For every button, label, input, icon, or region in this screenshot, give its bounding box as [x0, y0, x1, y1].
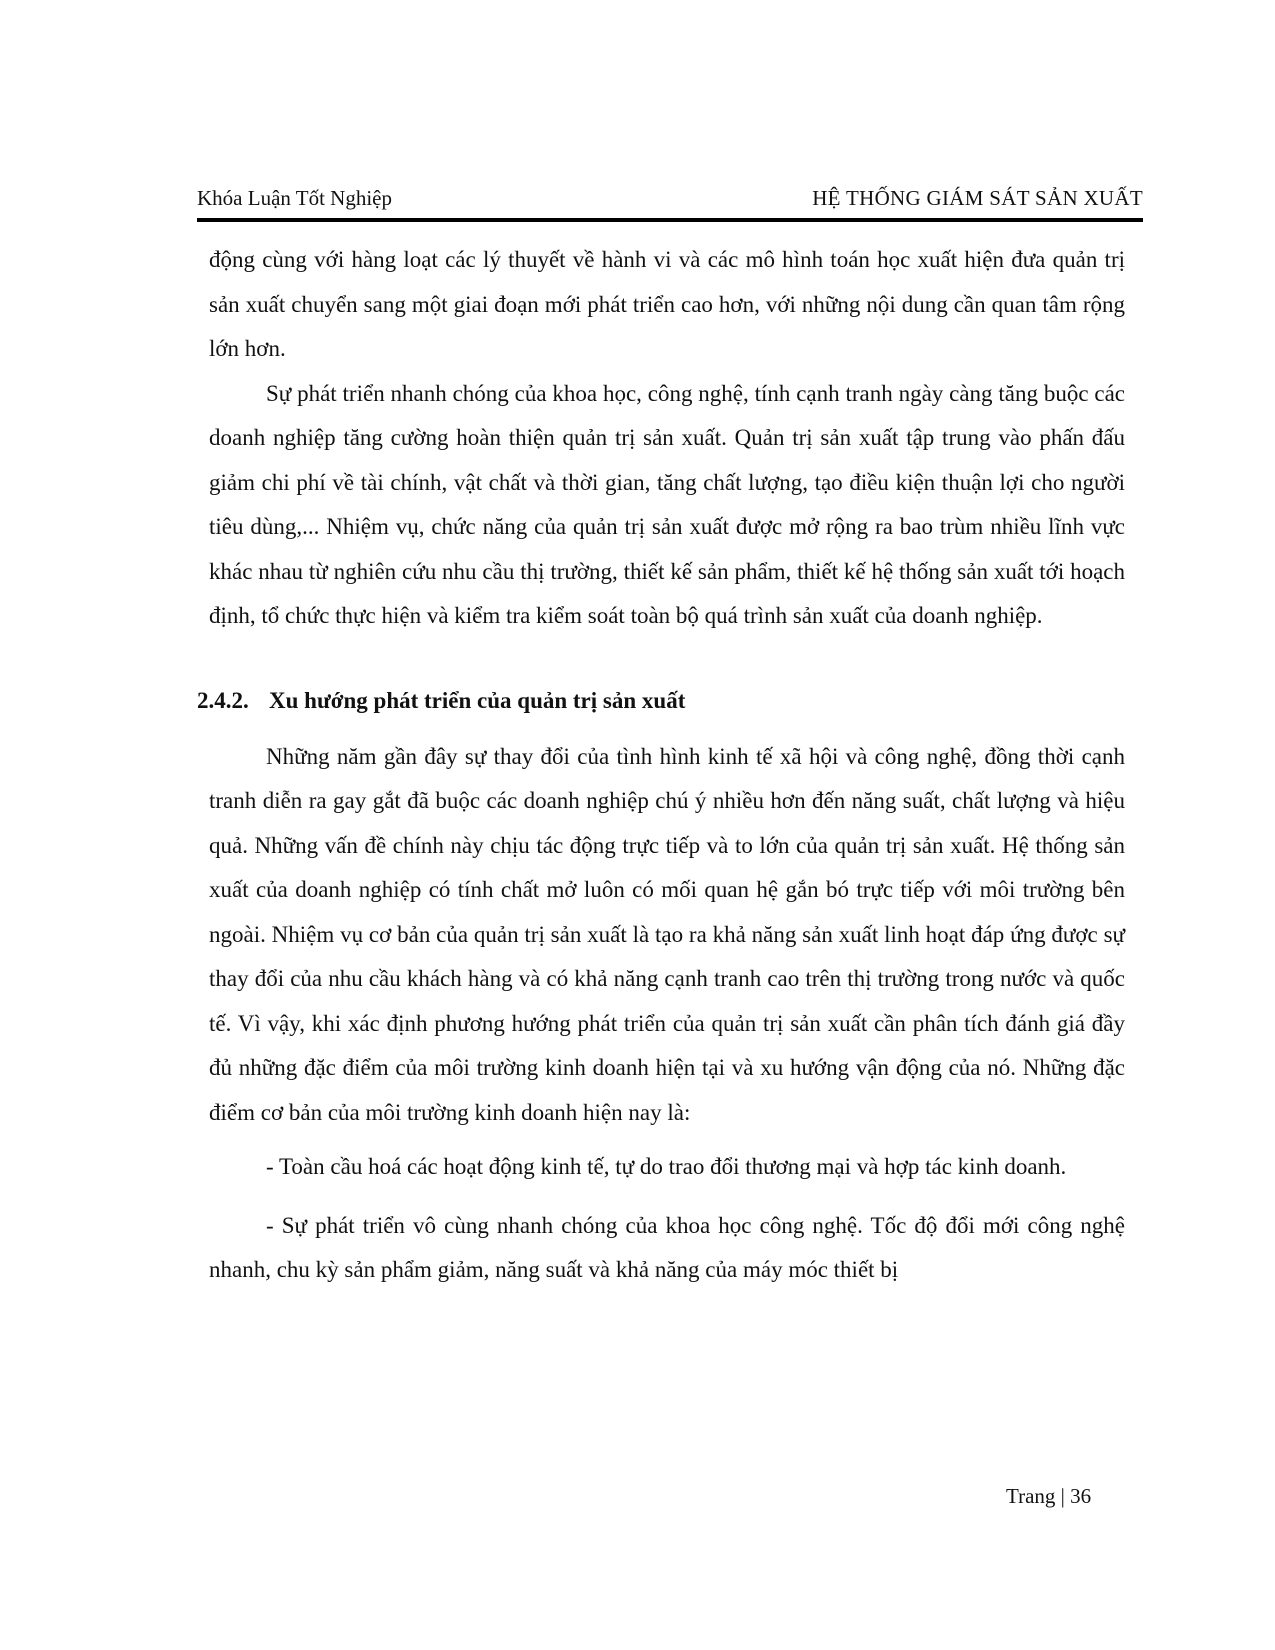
- header-thesis-title: Khóa Luận Tốt Nghiệp: [197, 186, 392, 210]
- page-body: [197, 238, 1125, 1293]
- page-header: [197, 178, 1143, 218]
- bullet-item-globalization: - Toàn cầu hoá các hoạt động kinh tế, tự do trao đổi thương mại và hợp tác kinh doanh.: [266, 1154, 1067, 1179]
- section-number: 2.4.2.: [197, 687, 249, 713]
- section-heading: [197, 679, 1125, 723]
- paragraph-trends: Những năm gần đây sự thay đổi của tình hình kinh tế xã hội và công nghệ, đồng thời cạnh tranh diễn ra gay gắt đã buộc các doanh nghiệp chú ý nhiều hơn đến năng suất, chất lượng và hiệu quả. Những vấn đề chính này chịu tác động trực tiếp và to lớn của quản trị sản xuất. Hệ thống sản xuất của doanh nghiệp có tính chất mở luôn có mối quan hệ gắn bó trực tiếp với môi trường bên ngoài. Nhiệm vụ cơ bản của quản trị sản xuất là tạo ra khả năng sản xuất linh hoạt đáp ứng được sự thay đổi của nhu cầu khách hàng và có khả năng cạnh tranh cao trên thị trường trong nước và quốc tế. Vì vậy, khi xác định phương hướng phát triển của quản trị sản xuất cần phân tích đánh giá đầy đủ những đặc điểm của môi trường kinh doanh hiện tại và xu hướng vận động của nó. Những đặc điểm cơ bản của môi trường kinh doanh hiện nay là:: [209, 743, 1125, 1125]
- paragraph-continuation: động cùng với hàng loạt các lý thuyết về hành vi và các mô hình toán học xuất hiện đưa quản trị sản xuất chuyển sang một giai đoạn mới phát triển cao hơn, với những nội dung cần quan tâm rộng lớn hơn.: [209, 247, 1125, 361]
- header-document-title: HỆ THỐNG GIÁM SÁT SẢN XUẤT: [812, 186, 1143, 210]
- page-number: Trang | 36: [1006, 1484, 1092, 1508]
- paragraph-science-technology: Sự phát triển nhanh chóng của khoa học, công nghệ, tính cạnh tranh ngày càng tăng buộc các doanh nghiệp tăng cường hoàn thiện quản trị sản xuất. Quản trị sản xuất tập trung vào phấn đấu giảm chi phí về tài chính, vật chất và thời gian, tăng chất lượng, tạo điều kiện thuận lợi cho người tiêu dùng,... Nhiệm vụ, chức năng của quản trị sản xuất được mở rộng ra bao trùm nhiều lĩnh vực khác nhau từ nghiên cứu nhu cầu thị trường, thiết kế sản phẩm, thiết kế hệ thống sản xuất tới hoạch định, tổ chức thực hiện và kiểm tra kiểm soát toàn bộ quá trình sản xuất của doanh nghiệp.: [209, 380, 1125, 628]
- header-divider: [197, 218, 1143, 222]
- bullet-item-technology: - Sự phát triển vô cùng nhanh chóng của khoa học công nghệ. Tốc độ đổi mới công nghệ nhanh, chu kỳ sản phẩm giảm, năng suất và khả năng của máy móc thiết bị: [209, 1212, 1125, 1282]
- section-title: Xu hướng phát triển của quản trị sản xuất: [269, 687, 686, 713]
